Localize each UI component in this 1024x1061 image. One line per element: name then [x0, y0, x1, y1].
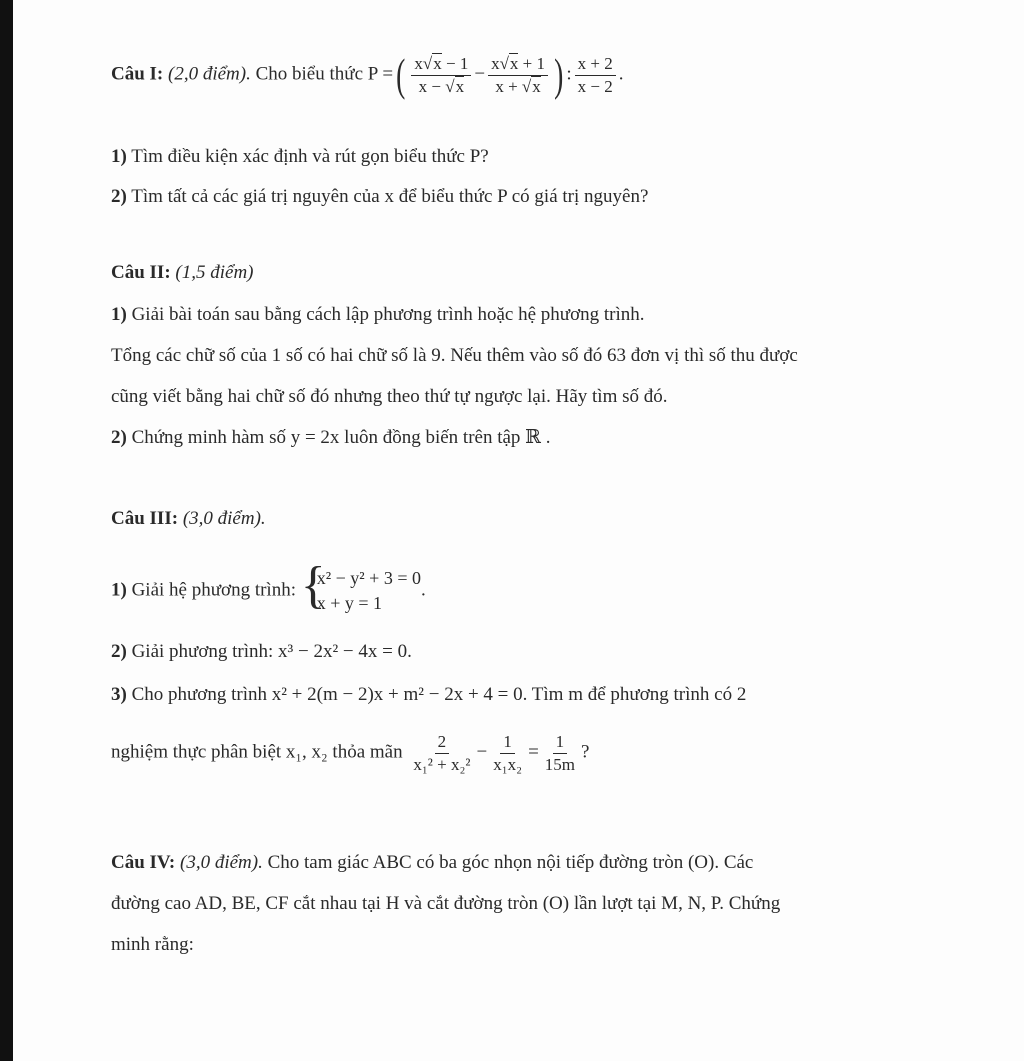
q3-p3-text: Cho phương trình x² + 2(m − 2)x + m² − 2x + 4 = 0. Tìm m để phương trình có 2 — [131, 684, 747, 705]
q1-expr-lhs: P = — [367, 63, 394, 85]
q4-points: (3,0 điểm). — [180, 852, 263, 873]
q3-equation-system — [300, 557, 421, 616]
q1-end: . — [618, 63, 624, 85]
q2-part-2 — [111, 427, 550, 450]
q3-points: (3,0 điểm). — [182, 508, 266, 529]
q1-part-2 — [111, 186, 648, 209]
q2-heading: Câu II: — [111, 262, 171, 283]
q3-f-end: ? — [581, 741, 590, 763]
q4-text-line-2: đường cao AD, BE, CF cắt nhau tại H và cắt đường tròn (O) lần lượt tại M, N, P. Chứng — [111, 893, 781, 914]
right-paren: ) — [554, 49, 564, 100]
q3-fraction-3: $\frac{1}{15m}$ — [544, 732, 576, 774]
q1-fraction-3: $\frac{x + 2}{x - 2}$ — [575, 54, 616, 96]
q1-p1-text: Tìm điều kiện xác định và rút gọn biểu thức P? — [131, 146, 489, 167]
q3-part-3 — [111, 684, 746, 707]
q1-intro: Cho biểu thức — [255, 63, 364, 85]
left-paren: ( — [396, 49, 406, 100]
q3-p1-number: 1) — [111, 579, 127, 601]
q2-p1-body-line-1: Tổng các chữ số của 1 số có hai chữ số là 9. Nếu thêm vào số đó 63 đơn vị thì số thu được — [111, 345, 798, 366]
q3-fraction-2: $\frac{1}{\text{x₁x₂}}$ — [493, 732, 523, 774]
q3-p2-number: 2) — [111, 641, 127, 662]
q3-f-minus: − — [476, 741, 488, 763]
curly-brace: { — [300, 557, 326, 614]
q4-text-line-3: minh rằng: — [111, 934, 194, 955]
q1-heading: Câu I: — [111, 63, 164, 85]
q2-p1-body-line-2: cũng viết bằng hai chữ số đó nhưng theo thứ tự ngược lại. Hãy tìm số đó. — [111, 386, 668, 407]
q3-part-2 — [111, 641, 412, 664]
q2-p2-text: Chứng minh hàm số y = 2x luôn đồng biến trên tập ℝ . — [131, 427, 551, 448]
q1-part-1 — [111, 146, 489, 169]
q3-p2-text: Giải phương trình: x³ − 2x² − 4x = 0. — [131, 641, 412, 662]
q2-p2-number: 2) — [111, 427, 127, 448]
q2-p1-number: 1) — [111, 304, 127, 325]
system-eq-1: x² − y² + 3 = 0 — [316, 568, 421, 588]
q1-p2-text: Tìm tất cả các giá trị nguyên của x để biểu thức P có giá trị nguyên? — [131, 186, 649, 207]
q3-p1-text: Giải hệ phương trình: — [131, 579, 296, 601]
q3-statement — [111, 508, 266, 531]
q3-p3-body: nghiệm thực phân biệt x₁, x₂ thỏa mãn — [111, 741, 403, 763]
q2-part-1 — [111, 304, 645, 327]
q1-fraction-2: $\frac{x√x + 1}{x + √x}$ — [488, 54, 548, 96]
q3-p3-condition — [111, 732, 589, 774]
q3-system-end: . — [420, 579, 426, 601]
q3-f-equals: = — [528, 741, 539, 763]
q1-p2-number: 2) — [111, 186, 127, 207]
q3-heading: Câu III: — [111, 508, 179, 529]
q4-statement — [111, 852, 753, 875]
q2-p1-text: Giải bài toán sau bằng cách lập phương trình hoặc hệ phương trình. — [131, 304, 645, 325]
q3-p3-number: 3) — [111, 684, 127, 705]
q1-points: (2,0 điểm). — [168, 63, 251, 85]
q2-statement — [111, 262, 254, 285]
q1-minus: − — [474, 63, 486, 85]
q3-part-1 — [111, 557, 426, 616]
q3-fraction-1: $\frac{2}{\text{x₁² + x₂²}}$ — [413, 732, 471, 774]
q1-fraction-1: $\frac{x√x - 1}{x - √x}$ — [411, 54, 471, 96]
q1-divide: : — [566, 63, 572, 85]
system-eq-2: x + y = 1 — [316, 593, 383, 614]
document-page — [13, 0, 1024, 1061]
q1-p1-number: 1) — [111, 146, 127, 167]
q4-heading: Câu IV: — [111, 852, 176, 873]
left-edge-bar — [0, 0, 13, 1061]
q4-text-line-1: Cho tam giác ABC có ba góc nhọn nội tiếp đường tròn (O). Các — [267, 852, 754, 873]
q1-statement — [111, 49, 624, 100]
q2-points: (1,5 điểm) — [175, 262, 254, 283]
